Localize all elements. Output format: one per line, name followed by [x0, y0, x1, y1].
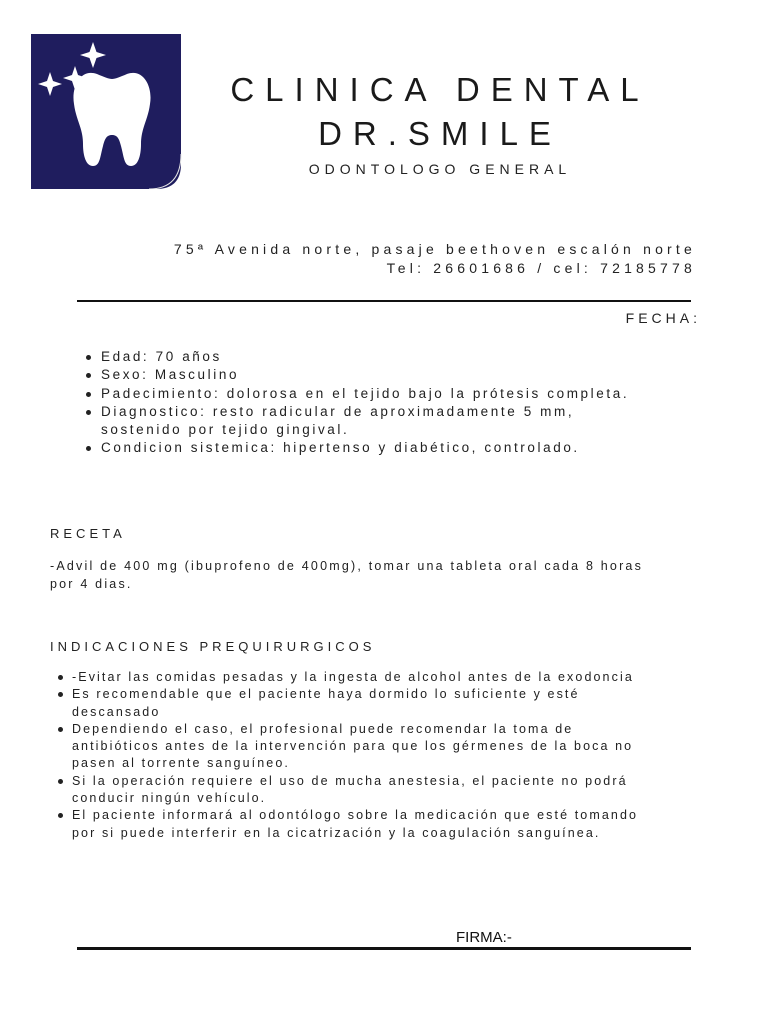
presurgical-list [55, 669, 665, 842]
clinic-name: CLINICA DENTAL [230, 71, 650, 108]
list-item [83, 439, 643, 457]
list-item [55, 686, 665, 721]
list-item [55, 807, 665, 842]
list-item [83, 403, 643, 440]
bullet-icon [58, 813, 63, 818]
signature-label: FIRMA:- [456, 929, 512, 946]
specialty-subtitle: ODONTOLOGO GENERAL [308, 161, 572, 177]
bullet-icon [58, 779, 63, 784]
tooth-icon [31, 34, 183, 189]
patient-sex: Sexo: Masculino [101, 367, 240, 383]
list-item [83, 348, 643, 366]
instruction-text: El paciente informará al odontólogo sobre la medicación que esté tomando por si puede interferir en la cicatrización y la coagulación sanguínea. [72, 808, 639, 840]
bullet-icon [86, 410, 91, 415]
header-divider [77, 300, 691, 302]
patient-condition: Padecimiento: dolorosa en el tejido bajo la prótesis completa. [101, 385, 630, 401]
patient-systemic-condition: Condicion sistemica: hipertenso y diabético, controlado. [101, 440, 580, 456]
list-item [55, 669, 665, 686]
list-item [55, 721, 665, 773]
patient-diagnosis: Diagnostico: resto radicular de aproximadamente 5 mm, sostenido por tejido gingival. [101, 403, 575, 438]
bullet-icon [58, 675, 63, 680]
patient-info-list [83, 348, 643, 458]
instruction-text: -Evitar las comidas pesadas y la ingesta de alcohol antes de la exodoncia [72, 670, 634, 684]
bullet-icon [58, 692, 63, 697]
list-item [55, 773, 665, 808]
bullet-icon [86, 446, 91, 451]
bullet-icon [58, 727, 63, 732]
date-label: FECHA: [625, 310, 701, 326]
prescription-heading: RECETA [50, 526, 126, 541]
instruction-text: Dependiendo el caso, el profesional puede recomendar la toma de antibióticos antes de la intervención para que los gérmenes de la boca no pasen al torrente sanguíneo. [72, 721, 634, 771]
presurgical-heading: INDICACIONES PREQUIRURGICOS [50, 639, 376, 654]
signature-line [77, 947, 691, 950]
clinic-logo [31, 34, 183, 189]
prescription-text: -Advil de 400 mg (ibuprofeno de 400mg), tomar una tableta oral cada 8 horas por 4 dias. [50, 559, 644, 591]
instruction-text: Si la operación requiere el uso de mucha anestesia, el paciente no podrá conducir ningún vehículo. [72, 773, 628, 806]
patient-age: Edad: 70 años [101, 349, 222, 364]
instruction-text: Es recomendable que el paciente haya dormido lo suficiente y esté descansado [72, 687, 580, 719]
list-item [83, 366, 643, 384]
list-item [83, 385, 643, 403]
clinic-address: 75ª Avenida norte, pasaje beethoven escalón norte [173, 241, 696, 257]
bullet-icon [86, 355, 91, 360]
bullet-icon [86, 373, 91, 378]
bullet-icon [86, 392, 91, 397]
clinic-phones: Tel: 26601686 / cel: 72185778 [386, 260, 696, 276]
doctor-name: DR.SMILE [318, 115, 562, 152]
